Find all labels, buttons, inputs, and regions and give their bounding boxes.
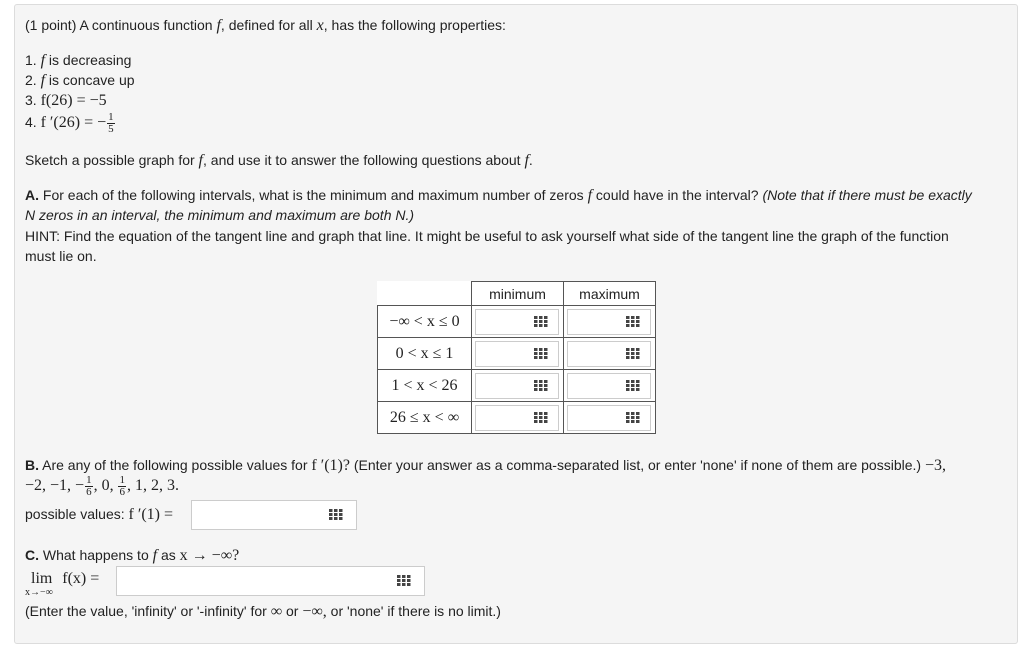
table-corner — [378, 282, 472, 306]
min-zeros-input[interactable] — [475, 373, 559, 399]
min-zeros-input[interactable] — [475, 405, 559, 431]
equation-editor-icon[interactable] — [397, 575, 411, 587]
part-c-question: C. What happens to f as x → −∞? — [25, 547, 240, 564]
equation-editor-icon[interactable] — [626, 316, 640, 328]
equation-editor-icon[interactable] — [534, 348, 548, 360]
max-zeros-input[interactable] — [567, 341, 651, 367]
problem-intro: (1 point) A continuous function f, defined for all x, has the following properties: — [25, 17, 506, 34]
property-3: 3. f(26) = −5 — [25, 92, 107, 109]
limit-subscript: x→−∞ — [25, 587, 53, 598]
fraction: $\frac{1}{6}$ — [119, 474, 125, 498]
property-1: 1. f is decreasing — [25, 52, 132, 69]
equation-editor-icon[interactable] — [534, 316, 548, 328]
property-4: 4. f ′(26) = − $\frac{1}{5}$ — [25, 111, 114, 135]
zeros-table — [377, 281, 656, 434]
part-a-hint: HINT: Find the equation of the tangent line and graph that line. It might be useful to ask yourself what side of the tangent line the graph of the function — [25, 228, 949, 244]
table-row — [378, 402, 656, 434]
min-zeros-input[interactable] — [475, 309, 559, 335]
part-a-hint-cont: must lie on. — [25, 248, 97, 264]
equation-editor-icon[interactable] — [534, 412, 548, 424]
max-zeros-input[interactable] — [567, 373, 651, 399]
equation-editor-icon[interactable] — [626, 348, 640, 360]
table-row — [378, 338, 656, 370]
equation-editor-icon[interactable] — [534, 380, 548, 392]
fraction: $\frac{1}{6}$ — [86, 474, 92, 498]
interval-label: 1 < x < 26 — [378, 370, 472, 402]
max-zeros-input[interactable] — [567, 309, 651, 335]
part-b-question: B. Are any of the following possible values for f ′(1)? (Enter your answer as a comma-separated list, or enter 'none' if none of them are possible.) −3, — [25, 457, 946, 474]
table-row — [378, 370, 656, 402]
equation-editor-icon[interactable] — [329, 509, 343, 521]
equation-editor-icon[interactable] — [626, 412, 640, 424]
fraction: $\frac{1}{5}$ — [108, 111, 114, 135]
interval-label: 26 ≤ x < ∞ — [378, 402, 472, 434]
equation-editor-icon[interactable] — [626, 380, 640, 392]
min-zeros-input[interactable] — [475, 341, 559, 367]
col-header-maximum: maximum — [564, 282, 656, 306]
part-a-question: A. For each of the following intervals, what is the minimum and maximum number of zeros f could have in the interval? (Note that if there must be exactly — [25, 187, 972, 204]
part-b-values: −2, −1, − $\frac{1}{6}$ , 0, $\frac{1}{6}$ , 1, 2, 3. — [25, 474, 179, 498]
max-zeros-input[interactable] — [567, 405, 651, 431]
table-row — [378, 306, 656, 338]
property-2: 2. f is concave up — [25, 72, 135, 89]
part-c-instructions: (Enter the value, 'infinity' or '-infinity' for ∞ or −∞, or 'none' if there is no limit.) — [25, 603, 501, 620]
interval-label: −∞ < x ≤ 0 — [378, 306, 472, 338]
limit-input[interactable] — [116, 566, 425, 596]
limit-expression: lim f(x) = — [31, 570, 100, 587]
possible-values-input[interactable] — [191, 500, 357, 530]
col-header-minimum: minimum — [472, 282, 564, 306]
sketch-instruction: Sketch a possible graph for f, and use it to answer the following questions about f. — [25, 152, 533, 169]
part-b-prompt: possible values: f ′(1) = — [25, 506, 174, 523]
part-a-note: N zeros in an interval, the minimum and maximum are both N.) — [25, 207, 415, 223]
interval-label: 0 < x ≤ 1 — [378, 338, 472, 370]
